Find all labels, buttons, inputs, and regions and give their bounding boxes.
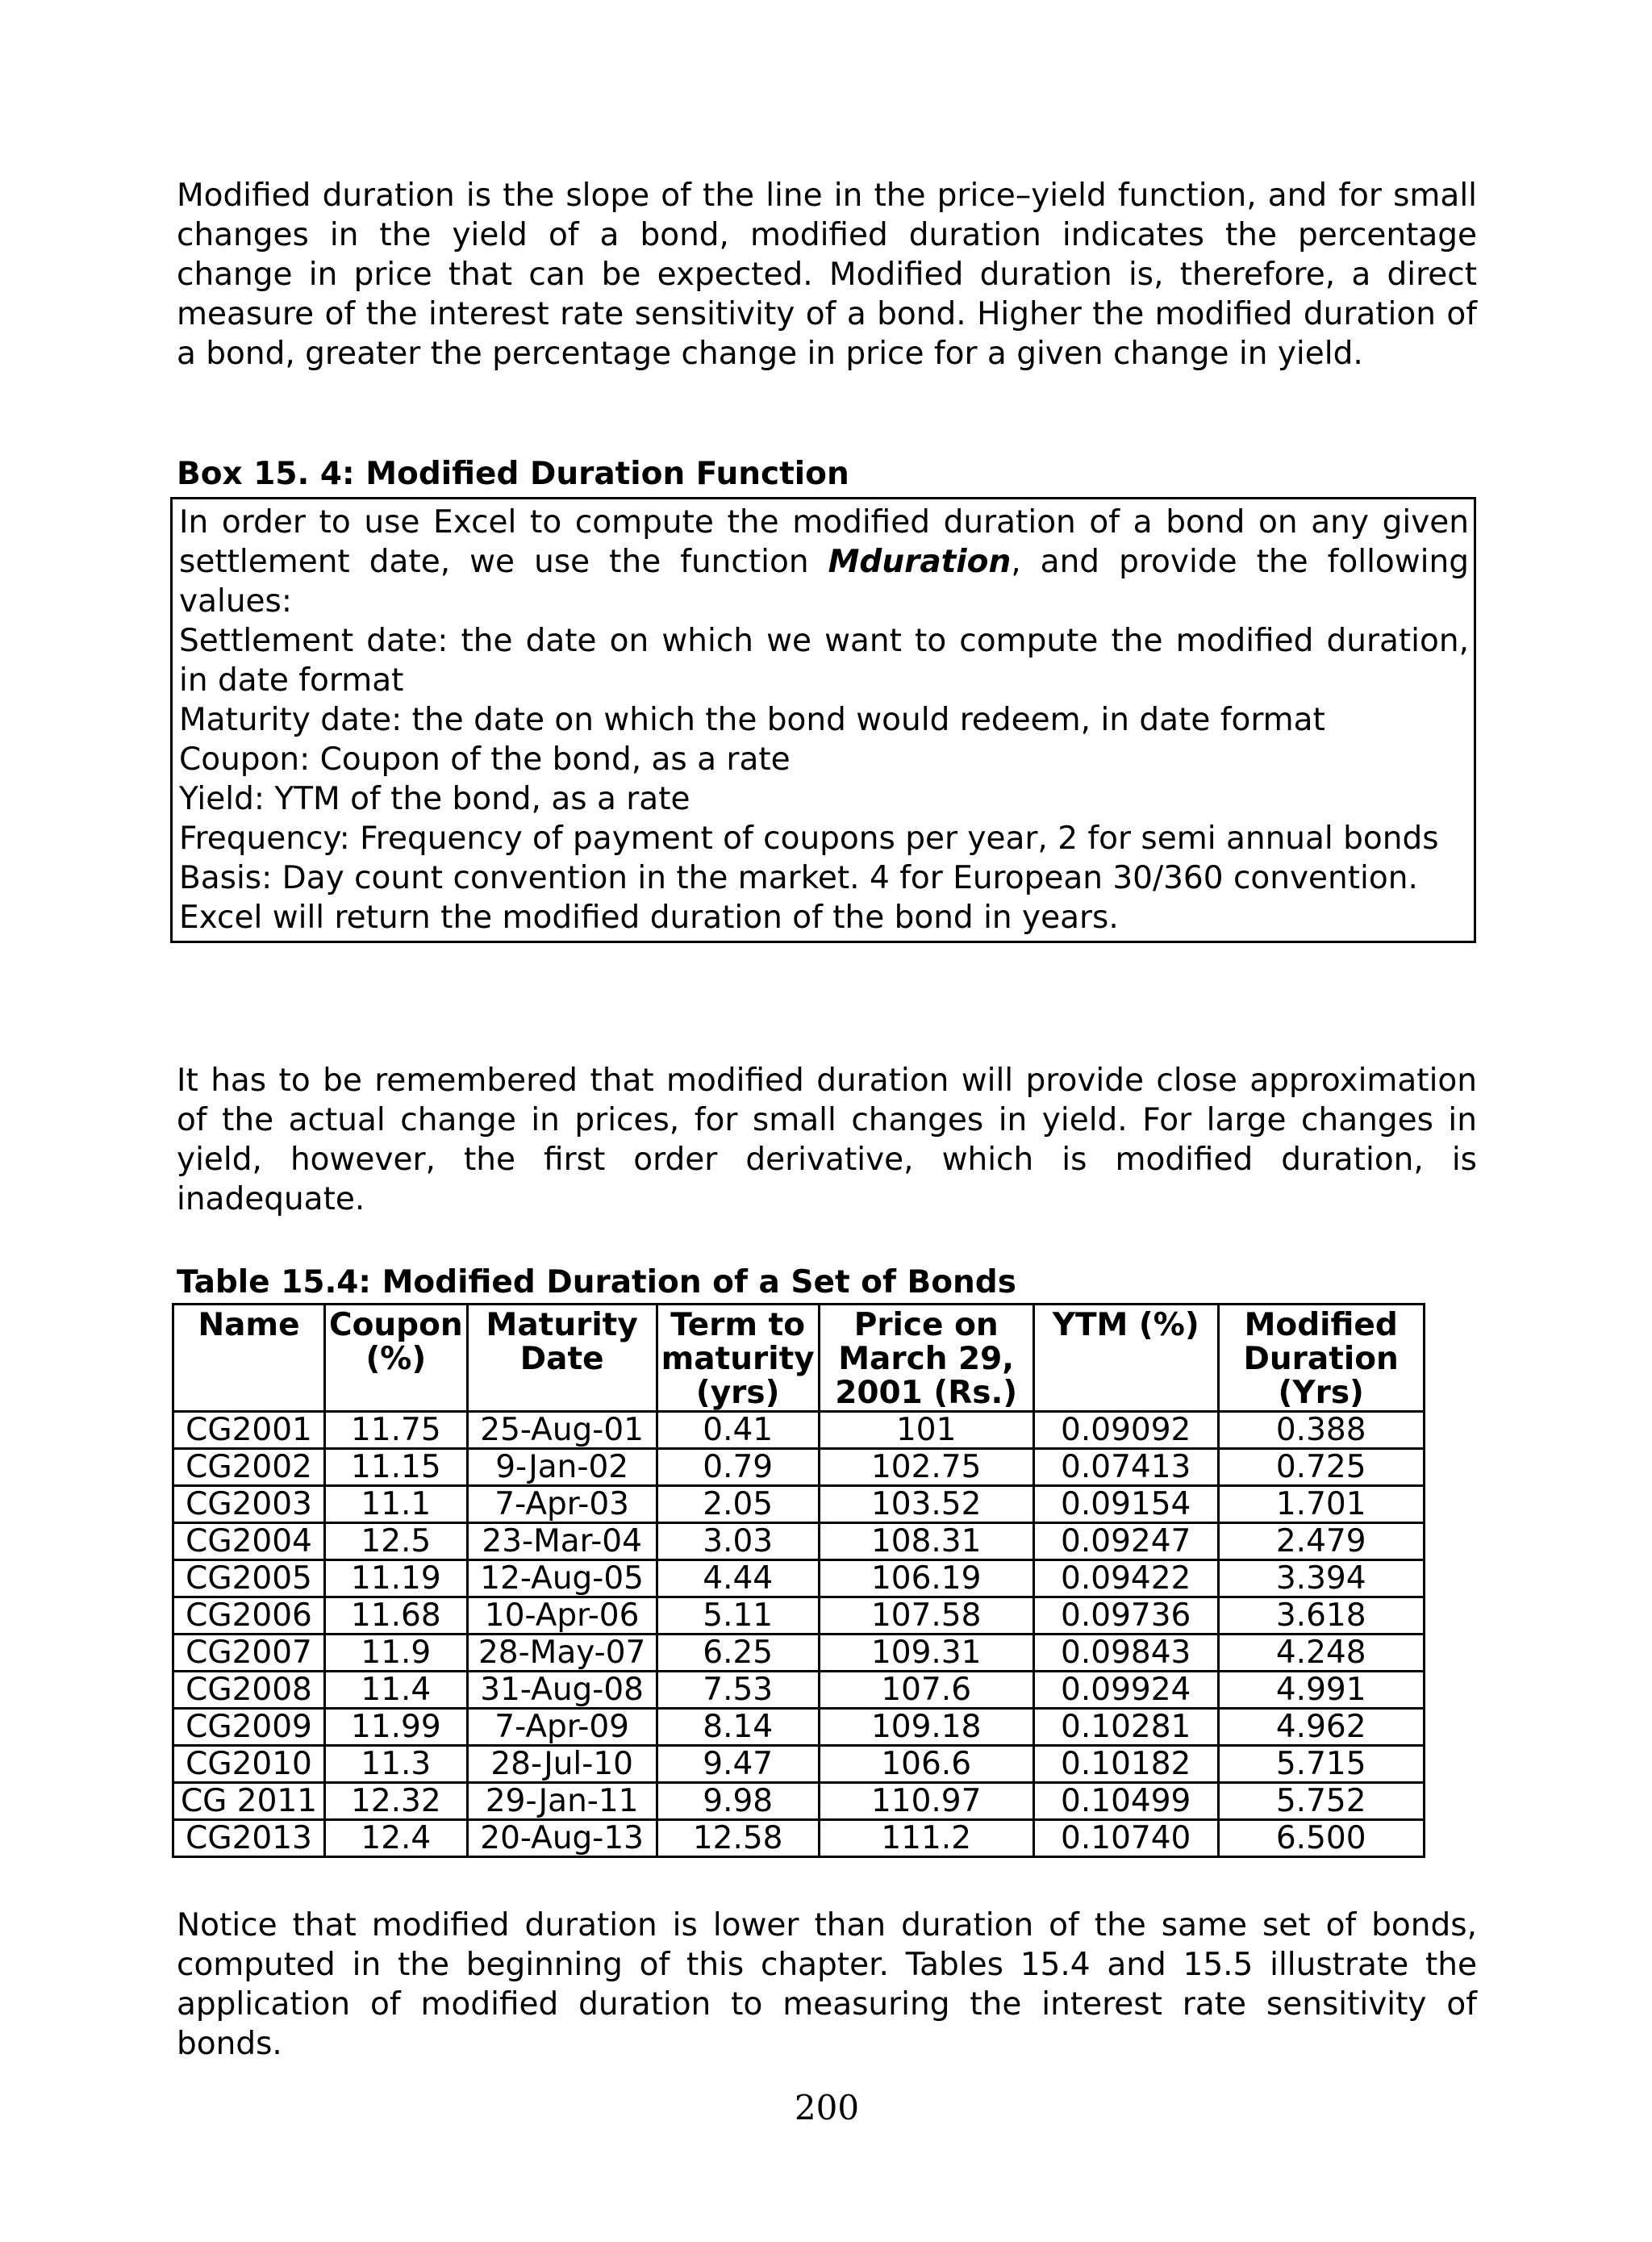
table-cell: 28-May-07 (467, 1635, 657, 1672)
table-cell: 7-Apr-03 (467, 1486, 657, 1523)
table-cell: CG2010 (173, 1746, 325, 1783)
table-cell: 3.618 (1218, 1597, 1424, 1635)
table-cell: 8.14 (657, 1709, 819, 1746)
table-row (173, 1783, 1425, 1820)
box-line-yield: Yield: YTM of the bond, as a rate (179, 781, 690, 817)
table-cell: 12.4 (325, 1820, 468, 1857)
table-cell: CG2006 (173, 1597, 325, 1635)
box-line-coupon: Coupon: Coupon of the bond, as a rate (179, 741, 791, 778)
table-cell: 0.09154 (1033, 1486, 1218, 1523)
table-row (173, 1672, 1425, 1709)
table-cell: 12.58 (657, 1820, 819, 1857)
table-cell: CG 2011 (173, 1783, 325, 1820)
table-cell: 107.6 (819, 1672, 1033, 1709)
table-cell: 10-Apr-06 (467, 1597, 657, 1635)
table-cell: 0.10499 (1033, 1783, 1218, 1820)
table-cell: CG2005 (173, 1560, 325, 1597)
box-line-maturity: Maturity date: the date on which the bond would redeem, in date format (179, 702, 1325, 738)
table-body (173, 1412, 1425, 1857)
table-cell: CG2009 (173, 1709, 325, 1746)
table-cell: 7.53 (657, 1672, 819, 1709)
table-cell: 9.98 (657, 1783, 819, 1820)
header-ytm: YTM (%) (1033, 1305, 1218, 1412)
table-cell: 0.10281 (1033, 1709, 1218, 1746)
table-cell: CG2013 (173, 1820, 325, 1857)
table-row (173, 1560, 1425, 1597)
table-cell: CG2003 (173, 1486, 325, 1523)
page-number: 200 (794, 2088, 860, 2127)
table-cell: 4.44 (657, 1560, 819, 1597)
table-cell: 6.500 (1218, 1820, 1424, 1857)
box-line-settlement: Settlement date: the date on which we want to compute the modified duration, in date format (179, 623, 1469, 699)
table-cell: 9.47 (657, 1746, 819, 1783)
table-cell: 11.9 (325, 1635, 468, 1672)
table-row (173, 1523, 1425, 1560)
table-cell: 1.701 (1218, 1486, 1424, 1523)
table-cell: 7-Apr-09 (467, 1709, 657, 1746)
table-cell: 4.991 (1218, 1672, 1424, 1709)
table-cell: 9-Jan-02 (467, 1449, 657, 1486)
table-cell: 0.388 (1218, 1412, 1424, 1449)
table-cell: 2.479 (1218, 1523, 1424, 1560)
table-row (173, 1412, 1425, 1449)
paragraph-modified-duration-definition: Modified duration is the slope of the line in the price–yield function, and for small changes in the yield of a bond, modified duration indicates the percentage change in price that can be expected. Modified duration is, therefore, a direct measure of the interest rate sensitivity of a bond. Higher the modified duration of a bond, greater the percentage change in price for a given change in yield. (177, 177, 1477, 372)
table-cell: 11.15 (325, 1449, 468, 1486)
table-cell: 109.18 (819, 1709, 1033, 1746)
table-cell: 12.5 (325, 1523, 468, 1560)
header-name: Name (173, 1305, 325, 1412)
table-cell: 0.10182 (1033, 1746, 1218, 1783)
table-cell: 12-Aug-05 (467, 1560, 657, 1597)
paragraph-comparison-note: Notice that modified duration is lower than duration of the same set of bonds, computed in the beginning of this chapter. Tables 15.4 and 15.5 illustrate the application of modified duration to measuring the interest rate sensitivity of bonds. (177, 1907, 1477, 2062)
table-cell: 3.394 (1218, 1560, 1424, 1597)
table-cell: CG2001 (173, 1412, 325, 1449)
table-row (173, 1486, 1425, 1523)
table-cell: 106.6 (819, 1746, 1033, 1783)
table-cell: 6.25 (657, 1635, 819, 1672)
header-coupon: Coupon (%) (325, 1305, 468, 1412)
table-cell: 0.09924 (1033, 1672, 1218, 1709)
header-maturity-date: Maturity Date (467, 1305, 657, 1412)
table-row (173, 1746, 1425, 1783)
box-intro-after: , and provide the following values: (179, 544, 1469, 620)
modified-duration-table (172, 1303, 1425, 1858)
table-cell: 29-Jan-11 (467, 1783, 657, 1820)
table-title: Table 15.4: Modified Duration of a Set of Bonds (177, 1264, 1016, 1301)
table-cell: 20-Aug-13 (467, 1820, 657, 1857)
table-cell: CG2008 (173, 1672, 325, 1709)
table-cell: 23-Mar-04 (467, 1523, 657, 1560)
table-cell: CG2007 (173, 1635, 325, 1672)
table-cell: 5.11 (657, 1597, 819, 1635)
table-cell: 109.31 (819, 1635, 1033, 1672)
table-cell: 12.32 (325, 1783, 468, 1820)
header-price: Price on March 29, 2001 (Rs.) (819, 1305, 1033, 1412)
table-cell: 11.99 (325, 1709, 468, 1746)
table-cell: 0.09422 (1033, 1560, 1218, 1597)
table-cell: 106.19 (819, 1560, 1033, 1597)
table-cell: 28-Jul-10 (467, 1746, 657, 1783)
table-cell: 0.79 (657, 1449, 819, 1486)
table-cell: 103.52 (819, 1486, 1033, 1523)
table-cell: CG2002 (173, 1449, 325, 1486)
table-cell: 108.31 (819, 1523, 1033, 1560)
box-line-frequency: Frequency: Frequency of payment of coupons per year, 2 for semi annual bonds (179, 820, 1439, 857)
header-term-to-maturity: Term to maturity (yrs) (657, 1305, 819, 1412)
paragraph-approximation-note: It has to be remembered that modified duration will provide close approximation of the actual change in prices, for small changes in yield. For large changes in yield, however, the first order derivative, which is modified duration, is inadequate. (177, 1063, 1477, 1217)
box-line-return: Excel will return the modified duration of the bond in years. (179, 900, 1119, 936)
box-intro (179, 503, 1469, 621)
table-cell: 0.09247 (1033, 1523, 1218, 1560)
table-cell: 11.19 (325, 1560, 468, 1597)
box-title: Box 15. 4: Modified Duration Function (177, 456, 849, 492)
table-cell: 11.4 (325, 1672, 468, 1709)
function-name: Mduration (828, 544, 1012, 580)
table-cell: 0.41 (657, 1412, 819, 1449)
table-cell: 0.725 (1218, 1449, 1424, 1486)
table-cell: 0.09736 (1033, 1597, 1218, 1635)
table-cell: 107.58 (819, 1597, 1033, 1635)
table-cell: 11.3 (325, 1746, 468, 1783)
table-cell: 101 (819, 1412, 1033, 1449)
table-cell: 0.09092 (1033, 1412, 1218, 1449)
table-cell: 5.752 (1218, 1783, 1424, 1820)
table-cell: 0.07413 (1033, 1449, 1218, 1486)
table-cell: 25-Aug-01 (467, 1412, 657, 1449)
table-cell: 11.68 (325, 1597, 468, 1635)
table-row (173, 1820, 1425, 1857)
table-cell: 4.248 (1218, 1635, 1424, 1672)
table-row (173, 1709, 1425, 1746)
box-line-basis: Basis: Day count convention in the market. 4 for European 30/360 convention. (179, 860, 1418, 896)
table-cell: 2.05 (657, 1486, 819, 1523)
table-cell: CG2004 (173, 1523, 325, 1560)
table-cell: 31-Aug-08 (467, 1672, 657, 1709)
table-cell: 0.10740 (1033, 1820, 1218, 1857)
table-cell: 102.75 (819, 1449, 1033, 1486)
table-cell: 111.2 (819, 1820, 1033, 1857)
header-modified-duration: Modified Duration (Yrs) (1218, 1305, 1424, 1412)
table-cell: 110.97 (819, 1783, 1033, 1820)
table-cell: 4.962 (1218, 1709, 1424, 1746)
table-cell: 11.1 (325, 1486, 468, 1523)
table-row (173, 1635, 1425, 1672)
table-row (173, 1449, 1425, 1486)
table-cell: 11.75 (325, 1412, 468, 1449)
table-cell: 3.03 (657, 1523, 819, 1560)
table-cell: 0.09843 (1033, 1635, 1218, 1672)
box-intro-before: In order to use Excel to compute the modified duration of a bond on any given settlement date, we use the function (179, 504, 1469, 580)
table-header-row (173, 1305, 1425, 1412)
table-row (173, 1597, 1425, 1635)
table-cell: 5.715 (1218, 1746, 1424, 1783)
modified-duration-function-box (170, 497, 1476, 943)
